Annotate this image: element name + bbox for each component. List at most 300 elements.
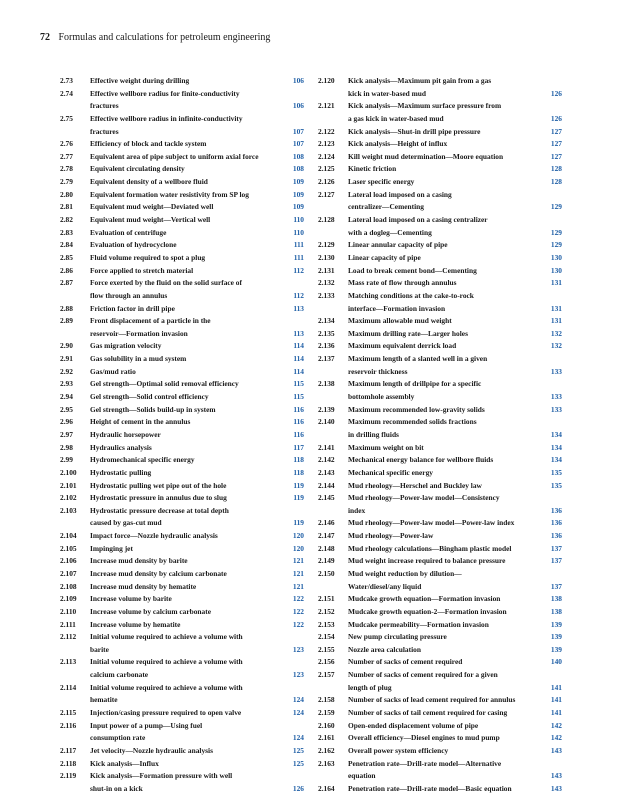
toc-entry [318,315,562,328]
entry-number: 2.87 [60,278,73,288]
toc-entry [60,75,304,88]
toc-entry [318,176,562,189]
entry-page-link[interactable]: 127 [550,126,562,136]
entry-number: 2.83 [60,227,73,237]
entry-number: 2.127 [318,189,335,199]
entry-page-link[interactable]: 126 [550,88,562,98]
toc-entry [318,631,562,644]
entry-number: 2.78 [60,164,73,174]
entry-title: Hydrostatic pressure in annulus due to slug [90,493,227,503]
toc-entry [318,543,562,556]
entry-page-link[interactable]: 133 [550,366,562,376]
entry-title: Mass rate of flow through annulus [348,278,457,288]
entry-page-link[interactable]: 123 [292,644,304,654]
entry-number: 2.122 [318,126,335,136]
entry-page-link[interactable]: 141 [550,708,562,718]
toc-entry [318,113,562,126]
entry-number: 2.151 [318,594,335,604]
entry-title: hematite [90,695,118,705]
entry-number: 2.77 [60,151,73,161]
toc-entry [318,303,562,316]
entry-title: Kinetic friction [348,164,397,174]
toc-entry [318,138,562,151]
entry-page-link[interactable]: 136 [550,518,562,528]
entry-page-link[interactable]: 116 [293,429,304,439]
entry-number: 2.112 [60,632,77,642]
entry-page-link[interactable]: 115 [293,392,304,402]
toc-entry [60,770,304,783]
toc-entry [318,745,562,758]
entry-page-link[interactable]: 140 [550,657,562,667]
entry-number: 2.114 [60,682,77,692]
toc-entry [318,467,562,480]
entry-page-link[interactable]: 124 [292,733,304,743]
toc-entry [318,682,562,695]
entry-title: Efficiency of block and tackle system [90,139,207,149]
entry-number: 2.111 [60,619,76,629]
toc-entry [318,530,562,543]
entry-title: Kick analysis—Height of influx [348,139,448,149]
entry-number: 2.119 [60,771,77,781]
entry-page-link[interactable]: 108 [292,164,304,174]
entry-page-link[interactable]: 125 [292,745,304,755]
toc-entry [60,416,304,429]
entry-page-link[interactable]: 122 [292,594,304,604]
toc-entry [60,454,304,467]
entry-number: 2.160 [318,720,335,730]
entry-number: 2.144 [318,480,335,490]
entry-title: Overall efficiency—Diesel engines to mud pump [348,733,500,743]
toc-entry [318,340,562,353]
entry-number: 2.85 [60,252,73,262]
toc-entry [60,669,304,682]
entry-page-link[interactable]: 111 [293,252,304,262]
entry-page-link[interactable]: 113 [293,303,304,313]
entry-page-link[interactable]: 123 [292,670,304,680]
entry-title: Impinging jet [90,543,133,553]
entry-page-link[interactable]: 135 [550,480,562,490]
entry-number: 2.80 [60,189,73,199]
entry-title: Effective wellbore radius in infinite-conductivity [90,113,243,123]
entry-page-link[interactable]: 129 [550,202,562,212]
entry-number: 2.73 [60,76,73,85]
entry-page-link[interactable]: 143 [550,771,562,781]
entry-title: Effective weight during drilling [90,76,190,85]
toc-entry [318,568,562,581]
toc-column-right [318,75,562,796]
entry-number: 2.110 [60,606,77,616]
entry-number: 2.152 [318,606,335,616]
entry-title: Hydraulics analysis [90,442,152,452]
entry-page-link[interactable]: 137 [550,543,562,553]
entry-page-link[interactable]: 135 [550,467,562,477]
entry-title: Increase volume by hematite [90,619,181,629]
entry-number: 2.139 [318,404,335,414]
entry-page-link[interactable]: 124 [292,708,304,718]
entry-title: in drilling fluids [348,429,399,439]
entry-title: Kick analysis—Maximum surface pressure from [348,101,502,111]
running-title: Formulas and calculations for petroleum engineering [58,32,271,43]
toc-entry [318,126,562,139]
entry-title: barite [90,644,109,654]
entry-page-link[interactable]: 121 [292,556,304,566]
toc-entry [60,340,304,353]
entry-title: Increase mud density by hematite [90,581,197,591]
toc-entry [60,227,304,240]
entry-title: Mud rheology—Power-law model—Consistency [348,493,500,503]
entry-page-link[interactable]: 107 [292,126,304,136]
entry-page-link[interactable]: 128 [550,177,562,187]
entry-title: length of plug [348,682,392,692]
entry-page-link[interactable]: 122 [292,619,304,629]
entry-page-link[interactable]: 130 [550,265,562,275]
entry-page-link[interactable]: 139 [550,632,562,642]
entry-page-link[interactable]: 134 [550,442,562,452]
toc-entry [60,151,304,164]
entry-page-link[interactable]: 109 [292,202,304,212]
entry-page-link[interactable]: 110 [293,215,304,225]
entry-page-link[interactable]: 143 [550,745,562,755]
entry-page-link[interactable]: 136 [550,505,562,515]
entry-page-link[interactable]: 131 [550,303,562,313]
entry-page-link[interactable]: 118 [293,467,304,477]
entry-page-link[interactable]: 139 [550,644,562,654]
entry-number: 2.134 [318,316,335,326]
toc-entry [318,416,562,429]
entry-number: 2.156 [318,657,335,667]
entry-number: 2.91 [60,354,73,364]
entry-page-link[interactable]: 127 [550,151,562,161]
entry-page-link[interactable]: 134 [550,429,562,439]
toc-entry [60,429,304,442]
entry-page-link[interactable]: 117 [293,442,304,452]
entry-title: interface—Formation invasion [348,303,446,313]
entry-title: Kick analysis—Maximum pit gain from a gas [348,76,492,85]
entry-number: 2.82 [60,215,73,225]
entry-page-link[interactable]: 142 [550,733,562,743]
entry-page-link[interactable]: 120 [292,531,304,541]
entry-number: 2.124 [318,151,335,161]
entry-title: Kick analysis—Formation pressure with well [90,771,233,781]
entry-title: Effective wellbore radius for finite-conductivity [90,88,240,98]
entry-number: 2.125 [318,164,335,174]
entry-page-link[interactable]: 121 [292,581,304,591]
entry-page-link[interactable]: 118 [293,455,304,465]
entry-number: 2.123 [318,139,335,149]
entry-number: 2.146 [318,518,335,528]
entry-page-link[interactable]: 129 [550,240,562,250]
entry-page-link[interactable]: 107 [292,139,304,149]
entry-title: Mud rheology—Power-law model—Power-law index [348,518,515,528]
entry-number: 2.84 [60,240,73,250]
entry-page-link[interactable]: 143 [550,783,562,793]
entry-page-link[interactable]: 132 [550,341,562,351]
entry-title: Linear capacity of pipe [348,252,421,262]
entry-number: 2.130 [318,252,335,262]
toc-entry [318,694,562,707]
entry-title: Number of sacks of lead cement required for annulus [348,695,516,705]
toc-entry [60,239,304,252]
entry-number: 2.74 [60,88,73,98]
entry-title: calcium carbonate [90,670,149,680]
toc-entry [318,644,562,657]
toc-entry [318,454,562,467]
entry-number: 2.118 [60,758,77,768]
toc-entry [60,682,304,695]
toc-entry [318,517,562,530]
entry-title: Linear annular capacity of pipe [348,240,448,250]
entry-number: 2.158 [318,695,335,705]
toc-entry [318,353,562,366]
entry-title: reservoir—Formation invasion [90,328,188,338]
toc-entry [60,644,304,657]
entry-page-link[interactable]: 131 [550,278,562,288]
entry-page-link[interactable]: 119 [293,518,304,528]
entry-page-link[interactable]: 141 [550,695,562,705]
entry-number: 2.105 [60,543,77,553]
entry-page-link[interactable]: 124 [292,695,304,705]
entry-page-link[interactable]: 125 [292,758,304,768]
entry-title: Maximum equivalent derrick load [348,341,457,351]
toc-entry [60,265,304,278]
toc-entry [60,252,304,265]
entry-title: Maximum length of a slanted well in a given [348,354,488,364]
entry-page-link[interactable]: 116 [293,417,304,427]
toc-entry [318,201,562,214]
entry-title: Maximum weight on bit [348,442,424,452]
entry-title: Mud weight increase required to balance pressure [348,556,506,566]
entry-page-link[interactable]: 106 [292,101,304,111]
entry-number: 2.148 [318,543,335,553]
toc-entry [60,126,304,139]
entry-number: 2.76 [60,139,73,149]
entry-page-link[interactable]: 136 [550,531,562,541]
toc-entry [318,606,562,619]
entry-number: 2.141 [318,442,335,452]
entry-page-link[interactable]: 114 [293,366,304,376]
entry-title: Jet velocity—Nozzle hydraulic analysis [90,745,213,755]
entry-number: 2.86 [60,265,73,275]
entry-number: 2.145 [318,493,335,503]
entry-title: Equivalent mud weight—Deviated well [90,202,214,212]
entry-page-link[interactable]: 122 [292,606,304,616]
entry-page-link[interactable]: 109 [292,189,304,199]
entry-page-link[interactable]: 133 [550,404,562,414]
toc-entry [318,391,562,404]
entry-page-link[interactable]: 126 [292,783,304,793]
entry-title: Penetration rate—Drill-rate model—Alternative [348,758,502,768]
entry-title: Mud rheology—Power-law [348,531,434,541]
toc-entry [60,732,304,745]
toc-entry [318,505,562,518]
entry-number: 2.108 [60,581,77,591]
entry-page-link[interactable]: 128 [550,164,562,174]
entry-title: Front displacement of a particle in the [90,316,211,326]
entry-number: 2.126 [318,177,335,187]
toc-entry [60,113,304,126]
entry-page-link[interactable]: 115 [293,379,304,389]
entry-title: Mechanical specific energy [348,467,433,477]
entry-page-link[interactable]: 137 [550,581,562,591]
entry-page-link[interactable]: 114 [293,341,304,351]
entry-title: Mudcake permeability—Formation invasion [348,619,489,629]
entry-title: Overall power system efficiency [348,745,449,755]
entry-page-link[interactable]: 116 [293,404,304,414]
entry-page-link[interactable]: 109 [292,177,304,187]
entry-title: Gel strength—Optimal solid removal efficiency [90,379,239,389]
entry-page-link[interactable]: 131 [550,316,562,326]
toc-entry [318,88,562,101]
toc-entry [60,404,304,417]
entry-page-link[interactable]: 119 [293,480,304,490]
page-number: 72 [40,32,50,43]
entry-title: Mudcake growth equation-2—Formation invasion [348,606,507,616]
entry-page-link[interactable]: 137 [550,556,562,566]
entry-title: Increase volume by barite [90,594,172,604]
entry-title: Hydraulic horsepower [90,429,161,439]
toc-entry [318,75,562,88]
toc-entry [318,669,562,682]
toc-entry [60,593,304,606]
entry-number: 2.102 [60,493,77,503]
entry-title: Nozzle area calculation [348,644,421,654]
entry-title: index [348,505,366,515]
toc-entry [318,227,562,240]
entry-number: 2.109 [60,594,77,604]
entry-title: Increase mud density by barite [90,556,188,566]
entry-title: Kill weight mud determination—Moore equation [348,151,504,161]
entry-title: Friction factor in drill pipe [90,303,175,313]
entry-title: reservoir thickness [348,366,408,376]
entry-number: 2.115 [60,708,77,718]
toc-entry [60,606,304,619]
entry-page-link[interactable]: 141 [550,682,562,692]
toc-entry [60,745,304,758]
entry-page-link[interactable]: 138 [550,594,562,604]
toc-entry [60,189,304,202]
entry-number: 2.103 [60,505,77,515]
entry-page-link[interactable]: 132 [550,328,562,338]
entry-page-link[interactable]: 120 [292,543,304,553]
toc-entry [60,505,304,518]
toc-entry [60,707,304,720]
entry-title: Equivalent mud weight—Vertical well [90,215,211,225]
entry-number: 2.147 [318,531,335,541]
toc-entry [318,100,562,113]
entry-title: with a dogleg—Cementing [348,227,432,237]
entry-title: Initial volume required to achieve a volume with [90,632,243,642]
entry-title: Maximum allowable mud weight [348,316,452,326]
entry-number: 2.113 [60,657,77,667]
toc-entry [318,783,562,796]
entry-page-link[interactable]: 113 [293,328,304,338]
entry-page-link[interactable]: 121 [292,568,304,578]
toc-entry [60,277,304,290]
toc-entry [318,163,562,176]
entry-title: fractures [90,126,119,136]
entry-number: 2.164 [318,783,335,793]
toc-entry [318,239,562,252]
entry-number: 2.159 [318,708,335,718]
entry-number: 2.88 [60,303,73,313]
entry-title: Lateral load imposed on a casing [348,189,452,199]
entry-number: 2.100 [60,467,77,477]
entry-title: Equivalent density of a wellbore fluid [90,177,208,187]
entry-number: 2.98 [60,442,73,452]
entry-title: Injection/casing pressure required to open valve [90,708,242,718]
entry-title: shut-in on a kick [90,783,143,793]
entry-page-link[interactable]: 126 [550,113,562,123]
entry-title: Number of sacks of tail cement required for casing [348,708,508,718]
entry-title: fractures [90,101,119,111]
entry-number: 2.136 [318,341,335,351]
entry-number: 2.117 [60,745,77,755]
entry-title: Matching conditions at the cake-to-rock [348,290,474,300]
toc-entry [60,694,304,707]
entry-number: 2.162 [318,745,335,755]
entry-number: 2.161 [318,733,335,743]
toc-entry [318,277,562,290]
toc-entry [318,189,562,202]
entry-page-link[interactable]: 129 [550,227,562,237]
toc-entry [60,492,304,505]
entry-page-link[interactable]: 139 [550,619,562,629]
entry-page-link[interactable]: 130 [550,252,562,262]
toc-entry [60,555,304,568]
entry-page-link[interactable]: 114 [293,354,304,364]
toc-entry [60,619,304,632]
entry-page-link[interactable]: 134 [550,455,562,465]
toc-entry [60,656,304,669]
entry-page-link[interactable]: 127 [550,139,562,149]
entry-page-link[interactable]: 106 [292,76,304,85]
entry-number: 2.97 [60,429,73,439]
entry-page-link[interactable]: 111 [293,240,304,250]
entry-title: Gas/mud ratio [90,366,136,376]
toc-entry [318,707,562,720]
entry-title: Hydrostatic pulling [90,467,152,477]
entry-number: 2.95 [60,404,73,414]
entry-page-link[interactable]: 119 [293,493,304,503]
toc-entry [318,252,562,265]
entry-page-link[interactable]: 138 [550,606,562,616]
entry-number: 2.101 [60,480,77,490]
entry-title: Mud rheology—Herschel and Buckley law [348,480,482,490]
entry-title: Gel strength—Solid control efficiency [90,392,209,402]
entry-page-link[interactable]: 112 [293,265,304,275]
entry-title: Open-ended displacement volume of pipe [348,720,479,730]
entry-page-link[interactable]: 110 [293,227,304,237]
entry-page-link[interactable]: 112 [293,290,304,300]
entry-number: 2.154 [318,632,335,642]
toc-entry [60,138,304,151]
entry-title: Number of sacks of cement required [348,657,463,667]
toc-entry [60,391,304,404]
entry-page-link[interactable]: 108 [292,151,304,161]
entry-number: 2.120 [318,76,335,85]
entry-number: 2.104 [60,531,77,541]
entry-page-link[interactable]: 142 [550,720,562,730]
entry-number: 2.116 [60,720,77,730]
entry-number: 2.92 [60,366,73,376]
entry-number: 2.131 [318,265,335,275]
toc-entry [318,442,562,455]
toc-entry [60,783,304,796]
entry-title: equation [348,771,376,781]
toc-entry [60,290,304,303]
entry-page-link[interactable]: 133 [550,392,562,402]
entry-number: 2.129 [318,240,335,250]
